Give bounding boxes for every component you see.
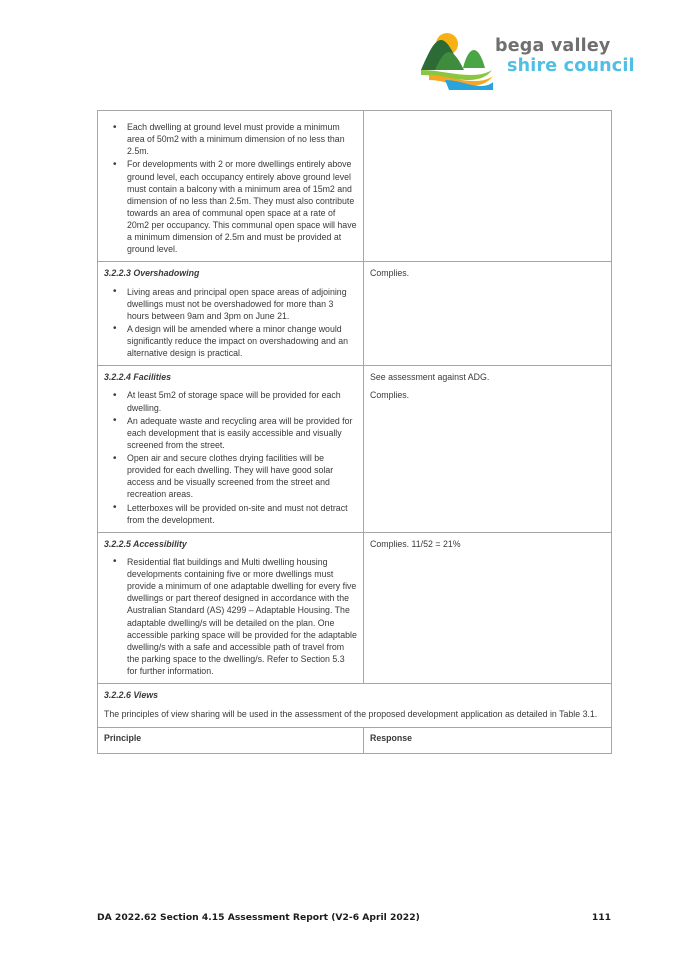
response-text: Complies.: [370, 268, 410, 279]
section-heading: 3.2.2.3 Overshadowing: [104, 268, 200, 279]
section-heading: 3.2.2.5 Accessibility: [104, 538, 187, 549]
list-item: • Each dwelling at ground level must provide a minimum area of 50m2 with a minimum dimension of no less than 2.5m.: [104, 121, 357, 157]
response-cell: [364, 532, 612, 683]
response-text: Complies. 11/52 = 21%: [370, 538, 461, 549]
list-item: • At least 5m2 of storage space will be provided for each dwelling.: [104, 389, 357, 413]
table-row: [98, 111, 612, 262]
section-heading: 3.2.2.6 Views: [104, 690, 158, 701]
list-item: • Living areas and principal open space areas of adjoining dwellings must not be overshadowed for more than 3 hours between 9am and 3pm on June 21.: [104, 286, 357, 322]
list-item: • An adequate waste and recycling area will be provided for each development that is easily accessible and visually screened from the street.: [104, 415, 357, 451]
footer-document-title: DA 2022.62 Section 4.15 Assessment Report (V2-6 April 2022): [97, 912, 420, 923]
column-header-response: Response: [364, 728, 612, 754]
response-cell: [364, 366, 612, 533]
list-item: • A design will be amended where a minor change would significantly reduce the impact on overshadowing and an alternative design is practical.: [104, 323, 357, 359]
list-item: • For developments with 2 or more dwellings entirely above ground level, each occupancy entirely above ground level must contain a balcony with a minimum area of 15m2 and dimension of no less than 2.5m. They must also contribute towards an area of communal open space at a rate of 20m2 per occupancy. This communal open space will have a minimum dimension of 2.5m and must be provided at ground level.: [104, 158, 357, 255]
section-heading: 3.2.2.4 Facilities: [104, 372, 171, 383]
views-cell: [98, 684, 612, 728]
footer-page-number: 111: [591, 912, 611, 923]
response-text: Complies.: [370, 390, 410, 401]
table-row: [98, 684, 612, 728]
views-paragraph: The principles of view sharing will be used in the assessment of the proposed development application as detailed in Table 3.1.: [104, 709, 598, 720]
principle-cell: [98, 532, 364, 683]
table-header-row: [98, 728, 612, 754]
principle-cell: [98, 262, 364, 366]
assessment-table: [97, 110, 612, 754]
logo-wordmark-line1: bega valley: [495, 36, 611, 56]
principle-bullet-list: [104, 286, 357, 360]
column-header-principle: Principle: [98, 728, 364, 754]
page-header: [419, 26, 639, 98]
principle-bullet-list: [104, 389, 357, 525]
list-item: • Letterboxes will be provided on-site and must not detract from the development.: [104, 502, 357, 526]
page-footer: [97, 912, 611, 923]
council-logo: [419, 26, 639, 98]
principle-bullet-list: [104, 556, 357, 677]
response-cell: [364, 262, 612, 366]
response-text: See assessment against ADG.: [370, 372, 490, 383]
list-item: • Open air and secure clothes drying facilities will be provided for each dwelling. They will have good solar access and be visually screened from the street and recreation areas.: [104, 452, 357, 501]
table-row: [98, 366, 612, 533]
table-row: [98, 262, 612, 366]
logo-wordmark: [495, 38, 635, 75]
table-row: [98, 532, 612, 683]
principle-cell: [98, 366, 364, 533]
principle-bullet-list: [104, 121, 357, 255]
logo-wordmark-line2: shire council: [507, 55, 635, 76]
bega-valley-shire-council-logo-icon: [419, 28, 493, 95]
response-cell: [364, 111, 612, 262]
principle-cell: [98, 111, 364, 262]
list-item: • Residential flat buildings and Multi dwelling housing developments containing five or more dwellings must provide a minimum of one adaptable dwelling for every five dwellings or part thereof designed in accordance with the Australian Standard (AS) 4299 – Adaptable Housing. The adaptable dwelling/s will be detailed on the plan. One accessible parking space will be provided for the adaptable dwelling/s with a safe and accessible path of travel from the parking space to the dwelling/s. Refer to Section 5.3 for further information.: [104, 556, 357, 677]
